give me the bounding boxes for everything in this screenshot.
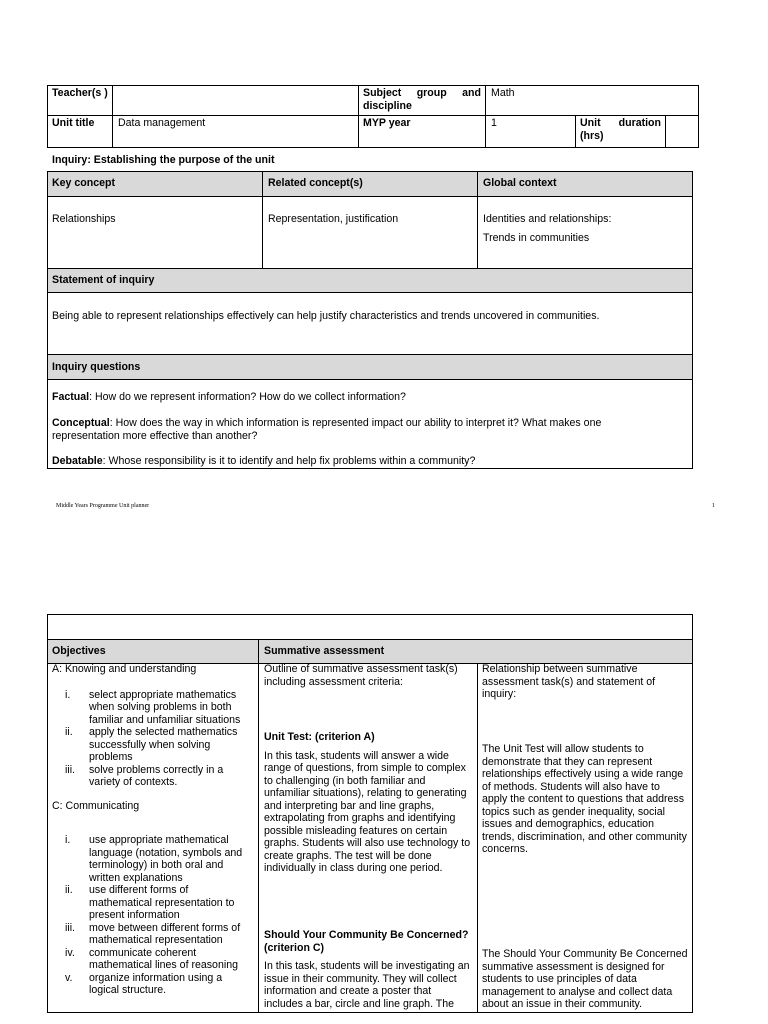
- unit-test-relationship: The Unit Test will allow students to demonstrate that they can represent relationships effectively using a wide range of methods. Students will also have to apply the content to questions that address topics such as gender inequality, social issues and demographics, education trends, discrimination, and other community concerns.: [482, 743, 687, 855]
- objective-item-text: select appropriate mathematics when solving problems in both familiar and unfamiliar situations: [89, 688, 241, 726]
- subject-label: Subject group and discipline: [363, 87, 481, 112]
- objective-item: [52, 726, 252, 764]
- debatable-label: Debatable: [52, 455, 103, 467]
- objective-item-number: v.: [65, 971, 73, 984]
- objective-item-number: iii.: [65, 921, 76, 934]
- summative-label: Summative assessment: [264, 645, 385, 657]
- objective-item: [52, 764, 252, 789]
- objectives-label: Objectives: [52, 645, 106, 657]
- debatable-text: : Whose responsibility is it to identify and help fix problems within a community?: [102, 455, 476, 467]
- objective-item-text: apply the selected mathematics successfully when solving problems: [89, 726, 238, 763]
- unit-test-text: In this task, students will answer a wide range of questions, from simple to complex to challenging (in both familiar and unfamiliar situations), relating to generating and interpreting bar and line graphs, extrapolating from graphs and identifying possible misleading features on certain graphs. Students will also use technology to create graphs. The test will be done individually in class during one period.: [264, 749, 471, 874]
- objective-a-list: [52, 689, 252, 789]
- factual-text: : How do we represent information? How do we collect information?: [89, 391, 406, 403]
- community-title: Should Your Community Be Concerned? (criterion C): [264, 929, 469, 954]
- key-concept-value: Relationships: [52, 213, 116, 225]
- objective-item-number: i.: [65, 834, 71, 846]
- duration-label: Unit duration (hrs): [580, 117, 661, 142]
- summative-column: [264, 663, 472, 1010]
- factual-label: Factual: [52, 391, 90, 403]
- statement-text: Being able to represent relationships effectively can help justify characteristics and trends uncovered in communities.: [52, 310, 600, 322]
- objective-item: [52, 922, 252, 947]
- global-context-label: Global context: [483, 177, 557, 189]
- related-concepts-value: Representation, justification: [268, 213, 399, 225]
- statement-label: Statement of inquiry: [52, 274, 155, 286]
- inquiry-questions-label: Inquiry questions: [52, 361, 141, 373]
- objective-item: [52, 947, 252, 972]
- objective-item-number: iv.: [65, 946, 75, 959]
- relationship-column: [482, 663, 688, 1010]
- objective-c-list: [52, 834, 252, 997]
- objectives-column: [52, 663, 252, 997]
- conceptual-label: Conceptual: [52, 417, 110, 429]
- objective-item-number: ii.: [65, 726, 73, 738]
- relationship-heading: Relationship between summative assessment task(s) and statement of inquiry:: [482, 663, 656, 700]
- conceptual-text: : How does the way in which information is represented impact our ability to interpret it? What makes one representation more effective than another?: [52, 417, 602, 442]
- myp-year-value: 1: [491, 117, 497, 129]
- unit-title-value: Data management: [118, 117, 206, 129]
- teacher-label: Teacher(s ): [52, 87, 108, 99]
- global-context-value-2: Trends in communities: [483, 232, 590, 244]
- related-concepts-label: Related concept(s): [268, 177, 363, 189]
- unit-title-label: Unit title: [52, 117, 95, 129]
- myp-year-label: MYP year: [363, 117, 411, 129]
- subject-value: Math: [491, 87, 515, 99]
- objective-item-number: iii.: [65, 763, 76, 776]
- objective-item: [52, 834, 252, 884]
- objective-item-text: solve problems correctly in a variety of contexts.: [89, 763, 224, 788]
- objective-item-text: move between different forms of mathematical representation: [89, 921, 241, 946]
- outline-heading: Outline of summative assessment task(s) including assessment criteria:: [264, 663, 458, 688]
- debatable-question: [52, 455, 682, 468]
- objective-item-number: i.: [65, 688, 71, 701]
- key-concept-label: Key concept: [52, 177, 115, 189]
- objective-item-text: use different forms of mathematical representation to present information: [89, 884, 235, 921]
- community-relationship: The Should Your Community Be Concerned summative assessment is designed for students to use principles of data management to analyse and collect data about an issue in their community.: [482, 948, 688, 1010]
- objective-a-heading: A: Knowing and understanding: [52, 663, 197, 675]
- factual-question: [52, 391, 682, 404]
- objective-item: [52, 884, 252, 922]
- objective-item-text: organize information using a logical structure.: [89, 971, 223, 996]
- page-number: 1: [712, 503, 715, 509]
- community-text: In this task, students will be investigating an issue in their community. They will collect information and create a poster that includes a bar, circle and line graph. The: [264, 960, 470, 1010]
- conceptual-question: [52, 417, 652, 442]
- global-context-value-1: Identities and relationships:: [483, 213, 612, 225]
- inquiry-heading: Inquiry: Establishing the purpose of the unit: [52, 154, 275, 166]
- objective-item-number: ii.: [65, 884, 73, 896]
- objective-item: [52, 689, 252, 727]
- objective-item: [52, 972, 252, 997]
- objective-item-text: communicate coherent mathematical lines of reasoning: [89, 946, 238, 971]
- objective-c-heading: C: Communicating: [52, 799, 140, 812]
- objective-item-text: use appropriate mathematical language (notation, symbols and terminology) in both oral and written explanations: [89, 834, 243, 884]
- unit-test-title: Unit Test: (criterion A): [264, 731, 375, 743]
- footer-title: Middle Years Programme Unit planner: [56, 503, 150, 509]
